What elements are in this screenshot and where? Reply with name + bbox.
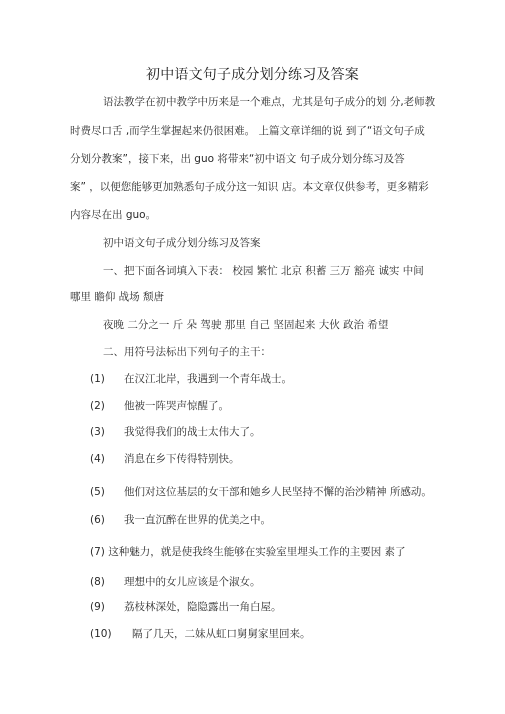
item-text: (7) 这种魅力，就是使我终生能够在实验室里埋头工作的主要因 素了 (90, 546, 406, 558)
item-number: (6) (90, 514, 105, 526)
document-title: 初中语文句子成分划分练习及答案 (146, 67, 359, 83)
list-item (90, 425, 261, 439)
item-text: 我觉得我们的战士太伟大了。 (124, 426, 261, 438)
item-text: 他被一阵哭声惊醒了。 (124, 400, 229, 412)
section1-words-line2: 哪里 瞻仰 战场 颓唐 (70, 291, 165, 303)
list-item (90, 575, 261, 589)
item-number: (1) (90, 373, 105, 385)
intro-line-1: 语法教学在初中教学中历来是一个难点，尤其是句子成分的划 分,老师教 (103, 96, 436, 108)
item-text: 在汉江北岸，我遇到一个青年战士。 (124, 373, 292, 385)
item-number: (4) (90, 453, 105, 465)
item-text: 隔了几天，二妹从虹口舅舅家里回来。 (132, 628, 311, 640)
item-text: 理想中的女儿应该是个淑女。 (124, 576, 261, 588)
list-item (90, 627, 311, 641)
section1-heading: 一、把下面各词填入下表： 校园 繁忙 北京 积蓄 三万 豁亮 诚实 中间 (103, 265, 424, 277)
item-number: (5) (90, 486, 105, 498)
item-number: (8) (90, 576, 105, 588)
list-item (90, 545, 406, 559)
intro-line-5: 内容尽在出 guo。 (70, 209, 157, 221)
item-number: (9) (90, 601, 105, 613)
item-number: (10) (90, 628, 112, 640)
intro-line-2: 时费尽口舌 ,而学生掌握起来仍很困难。 上篇文章详细的说 到了“语文句子成 (70, 125, 425, 137)
item-text: 我一直沉醉在世界的优美之中。 (124, 514, 271, 526)
section1-words-line3: 夜晚 二分之一 斤 朵 驾驶 那里 自己 坚固起来 大伙 政治 希望 (103, 319, 389, 331)
item-text: 消息在乡下传得特别快。 (124, 453, 240, 465)
list-item (90, 600, 282, 614)
list-item (90, 513, 271, 527)
item-number: (2) (90, 400, 105, 412)
intro-line-3: 分划分教案”，接下来，出 guo 将带来“初中语文 句子成分划分练习及答 (70, 153, 405, 165)
item-text: 他们对这位基层的女干部和她乡人民坚持不懈的治沙精神 所感动。 (124, 486, 432, 498)
list-item (90, 372, 292, 386)
list-item (90, 452, 240, 466)
section-subtitle: 初中语文句子成分划分练习及答案 (103, 237, 261, 249)
item-number: (3) (90, 426, 105, 438)
list-item (90, 485, 432, 499)
section2-heading: 二、用符号法标出下列句子的主干： (103, 346, 271, 358)
list-item (90, 399, 229, 413)
intro-line-4: 案” ，以便您能够更加熟悉句子成分这一知识 店。本文章仅供参考，更多精彩 (70, 181, 429, 193)
item-text: 荔枝林深处，隐隐露出一角白屋。 (124, 601, 282, 613)
